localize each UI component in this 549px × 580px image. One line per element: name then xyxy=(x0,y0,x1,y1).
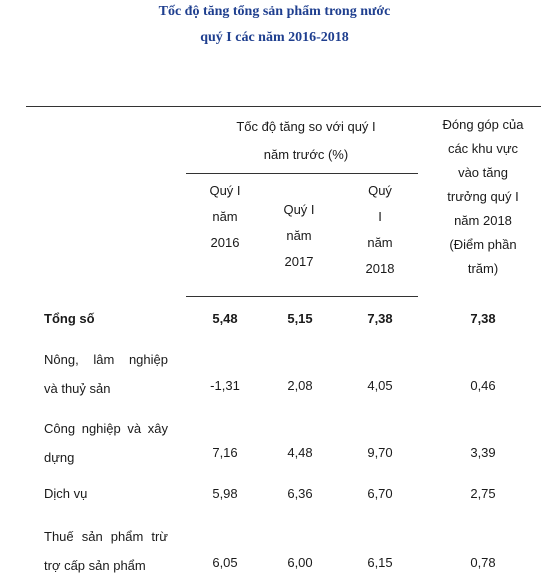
row-label-services xyxy=(44,479,168,508)
table-top-rule xyxy=(26,106,541,107)
row-label-line: Công nghiệp và xây xyxy=(44,421,168,436)
header-contribution: Đóng góp của các khu vực vào tăng trưởng quý I năm 2018 (Điểm phần trăm) xyxy=(442,117,524,276)
row-label-line: và thuỷ sản xyxy=(44,381,111,396)
value-2016: 5,48 xyxy=(212,311,238,326)
value-2017: 6,36 xyxy=(287,486,313,501)
header-group-rule xyxy=(186,173,418,174)
row-label-line: Nông, lâm nghiệp xyxy=(44,352,168,367)
value-2018: 7,38 xyxy=(367,311,393,326)
header-q1-2017: Quý I năm 2017 xyxy=(283,202,315,269)
table-title-line-2: quý I các năm 2016-2018 xyxy=(200,30,349,45)
value-2016: -1,31 xyxy=(210,378,240,393)
value-2016: 6,05 xyxy=(212,555,238,570)
value-contribution: 0,78 xyxy=(470,555,496,570)
value-2017: 6,00 xyxy=(287,555,313,570)
value-2018: 4,05 xyxy=(367,378,393,393)
row-label-line: Thuế sản phẩm trừ xyxy=(44,529,168,544)
row-label-line: trợ cấp sản phẩm xyxy=(44,558,146,573)
row-label-agriculture xyxy=(44,345,168,403)
value-2016: 5,98 xyxy=(212,486,238,501)
row-label-industry xyxy=(44,414,168,472)
value-2018: 6,70 xyxy=(367,486,393,501)
header-bottom-rule xyxy=(186,296,418,297)
value-contribution: 3,39 xyxy=(470,445,496,460)
row-label-taxes xyxy=(44,522,168,580)
value-contribution: 7,38 xyxy=(470,311,496,326)
row-label-line: Dịch vụ xyxy=(44,486,88,501)
header-q1-2016: Quý I năm 2016 xyxy=(209,183,241,250)
value-2018: 9,70 xyxy=(367,445,393,460)
value-2016: 7,16 xyxy=(212,445,238,460)
row-label-line: Tổng số xyxy=(44,311,95,326)
header-q1-2018: Quý I năm 2018 xyxy=(365,183,395,276)
row-label-line: dựng xyxy=(44,450,75,465)
value-contribution: 0,46 xyxy=(470,378,496,393)
header-growth-group: Tốc độ tăng so với quý I năm trước (%) xyxy=(236,119,376,162)
row-label-total xyxy=(44,304,168,333)
value-2018: 6,15 xyxy=(367,555,393,570)
table-title-line-1: Tốc độ tăng tổng sản phẩm trong nước xyxy=(158,4,391,19)
value-contribution: 2,75 xyxy=(470,486,496,501)
value-2017: 5,15 xyxy=(287,311,313,326)
value-2017: 4,48 xyxy=(287,445,313,460)
value-2017: 2,08 xyxy=(287,378,313,393)
